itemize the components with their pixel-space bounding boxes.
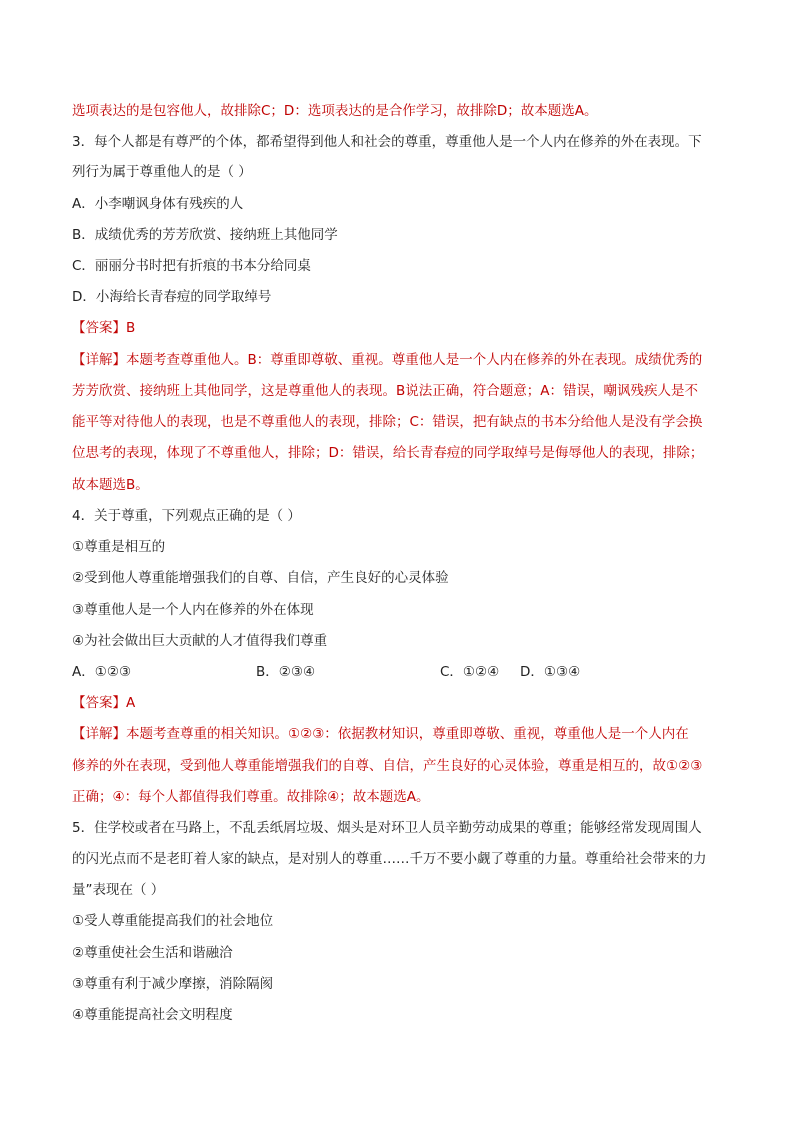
q4-answer [72, 693, 724, 713]
q5-statement-4: ④尊重能提高社会文明程度 [72, 1007, 233, 1023]
q4-statement-3: ③尊重他人是一个人内在修养的外在体现 [72, 602, 314, 618]
q4-options [72, 662, 724, 682]
q5-stem-line1: 5．住学校或者在马路上，不乱丢纸屑垃圾、烟头是对环卫人员辛勤劳动成果的尊重；能够经常发现周围人 [72, 820, 702, 836]
previous-explanation-tail: 选项表达的是包容他人，故排除C；D：选项表达的是合作学习，故排除D；故本题选A。 [72, 103, 598, 119]
answer-tag: 【答案】 [72, 320, 126, 336]
q4-detail-line3: 正确；④：每个人都值得我们尊重。故排除④；故本题选A。 [72, 789, 430, 805]
answer-value: B [126, 320, 136, 336]
q5-statement-3: ③尊重有利于减少摩擦，消除隔阂 [72, 976, 274, 992]
q5-statement-2: ②尊重使社会生活和谐融洽 [72, 945, 233, 961]
q3-stem-line1: 3．每个人都是有尊严的个体，都希望得到他人和社会的尊重，尊重他人是一个人内在修养的外在表现。下 [72, 134, 702, 150]
q4-statement-1: ①尊重是相互的 [72, 539, 166, 555]
q3-detail-line3: 能平等对待他人的表现，也是不尊重他人的表现，排除；C：错误，把有缺点的书本分给他人是没有学会换 [72, 414, 703, 430]
q3-detail-line2: 芳芳欣赏、接纳班上其他同学，这是尊重他人的表现。B说法正确，符合题意；A：错误，嘲讽残疾人是不 [72, 383, 698, 399]
q4-option-d: D．①③④ [520, 664, 581, 680]
answer-tag: 【答案】 [72, 695, 126, 711]
q3-detail-line5: 故本题选B。 [72, 477, 149, 493]
q3-detail-line4: 位思考的表现，体现了不尊重他人，排除；D：错误，给长青春痘的同学取绰号是侮辱他人的表现，排除； [72, 445, 704, 461]
q3-answer [72, 318, 724, 338]
q3-detail-line1: 【详解】本题考查尊重他人。B：尊重即尊敬、重视。尊重他人是一个人内在修养的外在表现。成绩优秀的 [72, 352, 703, 368]
q5-statement-1: ①受人尊重能提高我们的社会地位 [72, 913, 274, 929]
detail-tag: 【详解】 [72, 726, 126, 742]
q3-option-b: B．成绩优秀的芳芳欣赏、接纳班上其他同学 [72, 227, 338, 243]
q3-option-a: A．小李嘲讽身体有残疾的人 [72, 196, 244, 212]
q4-stem: 4．关于尊重，下列观点正确的是（ ） [72, 508, 301, 524]
q4-option-c: C．①②④ [440, 664, 500, 680]
q3-option-d: D．小海给长青春痘的同学取绰号 [72, 289, 272, 305]
q5-stem-line2: 的闪光点而不是老盯着人家的缺点，是对别人的尊重……千万不要小觑了尊重的力量。尊重给社会带来的力 [72, 851, 707, 867]
q3-option-c: C．丽丽分书时把有折痕的书本分给同桌 [72, 258, 311, 274]
q4-option-a: A．①②③ [72, 664, 132, 680]
q4-detail-line1: 【详解】本题考查尊重的相关知识。①②③：依据教材知识，尊重即尊敬、重视，尊重他人是一个人内在 [72, 726, 689, 742]
q3-stem-line2: 列行为属于尊重他人的是（ ） [72, 164, 252, 180]
answer-value: A [126, 695, 136, 711]
q4-statement-2: ②受到他人尊重能增强我们的自尊、自信，产生良好的心灵体验 [72, 570, 449, 586]
q4-statement-4: ④为社会做出巨大贡献的人才值得我们尊重 [72, 633, 328, 649]
q4-option-b: B．②③④ [256, 664, 316, 680]
q5-stem-line3: 量”表现在（ ） [72, 882, 165, 898]
q4-detail-line2: 修养的外在表现，受到他人尊重能增强我们的自尊、自信，产生良好的心灵体验，尊重是相互的，故①②③ [72, 758, 703, 774]
detail-tag: 【详解】 [72, 352, 126, 368]
